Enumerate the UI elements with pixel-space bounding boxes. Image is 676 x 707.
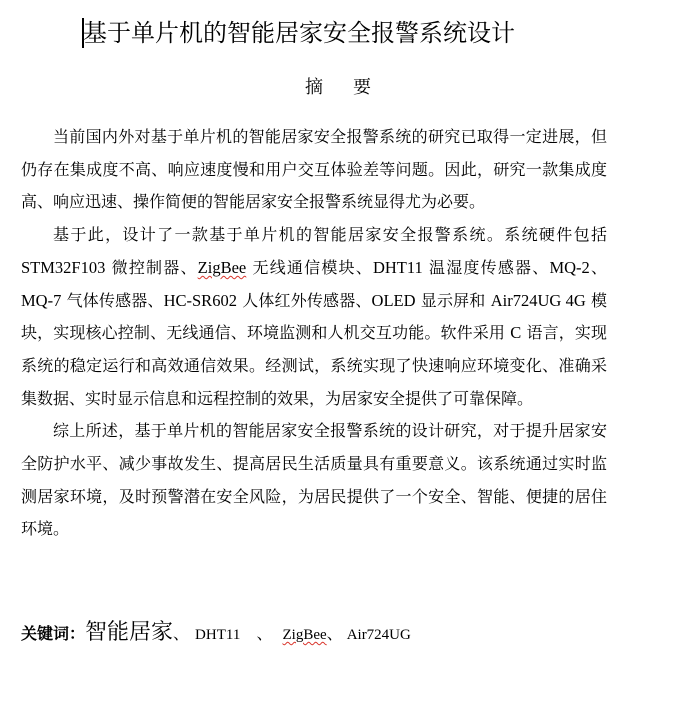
keyword-separator: 、: [326, 624, 343, 643]
text-segment-language: C: [510, 323, 522, 343]
text-segment: 、: [589, 257, 607, 277]
keyword-item: Air724UG: [346, 627, 411, 643]
text-segment: 气体传感器、: [61, 290, 164, 310]
text-segment-sensor: MQ-7: [21, 290, 62, 310]
abstract-heading: [0, 76, 676, 100]
document-title[interactable]: 基于单片机的智能居家安全报警系统设计: [83, 19, 515, 47]
abstract-paragraph-2[interactable]: [21, 219, 607, 415]
abstract-heading-char-2: 要: [353, 77, 371, 98]
abstract-heading-char-1: 摘: [305, 77, 323, 98]
text-segment-display: OLED: [371, 290, 416, 310]
text-segment: 模块，实现核心控制、无线通信、环境监测和人机交互功能。软件采用: [21, 290, 608, 343]
text-segment: 语言，实现系统的稳定运行和高效通信效果。经测试，系统实现了快速响应环境变化、准确采集数据、实时显示信息和远程控制的效果，为居家安全提供了可靠保障。: [21, 323, 607, 408]
keyword-separator: 、: [246, 624, 273, 643]
keyword-item: 智能居家: [85, 620, 174, 645]
text-segment-mcu: STM32F103: [21, 257, 106, 277]
abstract-paragraph-1[interactable]: 当前国内外对基于单片机的智能居家安全报警系统的研究已取得一定进展，但仍存在集成度不高、响应速度慢和用户交互体验差等问题。因此，研究一款集成度高、响应迅速、操作简便的智能居家安全报警系统显得尤为必要。: [21, 127, 607, 212]
abstract-body[interactable]: [21, 121, 607, 546]
text-segment-module: Air724UG 4G: [490, 290, 586, 310]
text-segment: 人体红外传感器、: [236, 290, 372, 310]
text-segment: 基于此，设计了一款基于单片机的智能居家安全报警系统。系统硬件包括: [53, 225, 607, 245]
spellcheck-flagged-word[interactable]: ZigBee: [282, 627, 327, 643]
text-segment: 温湿度传感器、: [422, 257, 550, 277]
keyword-item: DHT11: [195, 627, 241, 643]
text-segment-sensor: HC-SR602: [163, 290, 237, 310]
keyword-separator: 、: [173, 624, 190, 643]
abstract-paragraph-3[interactable]: 综上所述，基于单片机的智能居家安全报警系统的设计研究，对于提升居家安全防护水平、减少事故发生、提高居民生活质量具有重要意义。该系统通过实时监测居家环境，及时预警潜在安全风险，为居民提供了一个安全、智能、便捷的居住环境。: [21, 421, 607, 539]
keywords-line[interactable]: [21, 618, 411, 648]
text-segment: 显示屏和: [415, 290, 491, 310]
spellcheck-flagged-word[interactable]: ZigBee: [197, 257, 247, 277]
text-segment: 无线通信模块、: [246, 257, 373, 277]
text-segment: 微控制器、: [105, 257, 198, 277]
keywords-label: 关键词：: [21, 624, 86, 643]
text-segment-sensor: DHT11: [372, 257, 423, 277]
text-segment-sensor: MQ-2: [549, 257, 590, 277]
